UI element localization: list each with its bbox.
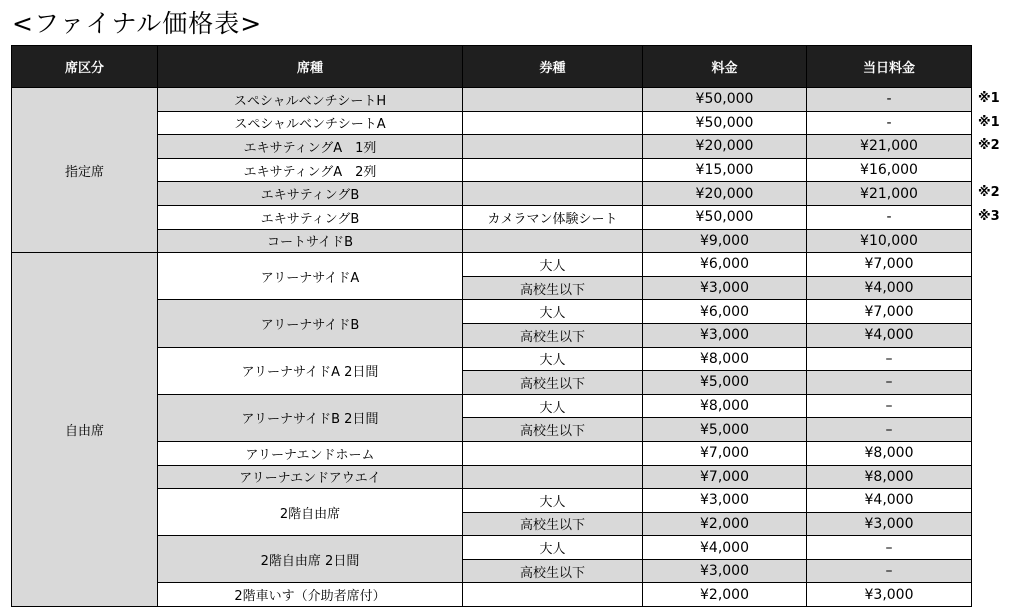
ticket-cell: 高校生以下 (463, 371, 643, 395)
price-cell: ¥3,000 (643, 560, 807, 584)
ticket-cell (463, 442, 643, 466)
ticket-cell (463, 112, 643, 136)
ticket-cell: 高校生以下 (463, 560, 643, 584)
price-cell: ¥5,000 (643, 418, 807, 442)
day-price-cell: – (807, 395, 972, 419)
price-cell: ¥20,000 (643, 182, 807, 206)
day-price-cell: – (807, 348, 972, 372)
seat-cell: アリーナサイドA (158, 253, 463, 300)
day-price-cell: ¥3,000 (807, 583, 972, 607)
price-cell: ¥50,000 (643, 206, 807, 230)
price-cell: ¥4,000 (643, 536, 807, 560)
seat-cell: エキサティングA 1列 (158, 135, 463, 159)
ticket-cell: 高校生以下 (463, 418, 643, 442)
seat-cell: スペシャルベンチシートH (158, 88, 463, 112)
seat-cell: エキサティングB (158, 206, 463, 230)
page-title: <ファイナル価格表> (12, 9, 263, 38)
price-cell: ¥6,000 (643, 253, 807, 277)
day-price-cell: ¥7,000 (807, 253, 972, 277)
price-table (11, 45, 972, 607)
ticket-cell (463, 466, 643, 490)
seat-cell: エキサティングB (158, 182, 463, 206)
seat-cell: アリーナサイドB (158, 300, 463, 347)
seat-cell: 2階自由席 (158, 489, 463, 536)
seat-cell: アリーナエンドホーム (158, 442, 463, 466)
day-price-cell: ¥8,000 (807, 442, 972, 466)
ticket-cell: 大人 (463, 395, 643, 419)
seat-cell: スペシャルベンチシートA (158, 112, 463, 136)
ticket-cell: 大人 (463, 489, 643, 513)
ticket-cell: 大人 (463, 348, 643, 372)
price-cell: ¥50,000 (643, 88, 807, 112)
seat-cell: アリーナサイドB 2日間 (158, 395, 463, 442)
ticket-cell (463, 159, 643, 183)
day-price-cell: ¥4,000 (807, 324, 972, 348)
day-price-cell: – (807, 418, 972, 442)
day-price-cell: ¥21,000 (807, 135, 972, 159)
day-price-cell: ¥21,000 (807, 182, 972, 206)
ticket-cell (463, 182, 643, 206)
day-price-cell: ¥10,000 (807, 230, 972, 254)
section-reserved: 指定席 (12, 88, 158, 253)
seat-cell: 2階車いす（介助者席付） (158, 583, 463, 607)
price-cell: ¥8,000 (643, 348, 807, 372)
day-price-cell: - (807, 88, 972, 112)
price-cell: ¥7,000 (643, 442, 807, 466)
ticket-cell: 大人 (463, 536, 643, 560)
price-cell: ¥15,000 (643, 159, 807, 183)
seat-cell: アリーナサイドA 2日間 (158, 348, 463, 395)
day-price-cell: ¥16,000 (807, 159, 972, 183)
note-marker: ※2 (978, 185, 1000, 201)
price-cell: ¥2,000 (643, 513, 807, 537)
ticket-cell (463, 135, 643, 159)
price-cell: ¥2,000 (643, 583, 807, 607)
section-free: 自由席 (12, 253, 158, 607)
price-cell: ¥50,000 (643, 112, 807, 136)
price-cell: ¥3,000 (643, 489, 807, 513)
day-price-cell: – (807, 536, 972, 560)
day-price-cell: ¥4,000 (807, 489, 972, 513)
ticket-cell: 大人 (463, 300, 643, 324)
note-marker: ※2 (978, 138, 1000, 154)
header-seat: 席種 (158, 46, 463, 88)
seat-cell: 2階自由席 2日間 (158, 536, 463, 583)
note-marker: ※1 (978, 91, 1000, 106)
price-cell: ¥8,000 (643, 395, 807, 419)
day-price-cell: - (807, 112, 972, 136)
ticket-cell: 高校生以下 (463, 277, 643, 301)
ticket-cell (463, 230, 643, 254)
seat-cell: コートサイドB (158, 230, 463, 254)
ticket-cell: 大人 (463, 253, 643, 277)
price-cell: ¥20,000 (643, 135, 807, 159)
price-cell: ¥3,000 (643, 277, 807, 301)
ticket-cell (463, 583, 643, 607)
seat-cell: アリーナエンドアウエイ (158, 466, 463, 490)
header-section: 席区分 (12, 46, 158, 88)
note-marker: ※1 (978, 114, 1000, 130)
day-price-cell: ¥7,000 (807, 300, 972, 324)
price-cell: ¥9,000 (643, 230, 807, 254)
header-day-price: 当日料金 (807, 46, 972, 88)
day-price-cell: ¥4,000 (807, 277, 972, 301)
ticket-cell: カメラマン体験シート (463, 206, 643, 230)
day-price-cell: ¥8,000 (807, 466, 972, 490)
ticket-cell: 高校生以下 (463, 513, 643, 537)
price-cell: ¥6,000 (643, 300, 807, 324)
day-price-cell: ¥3,000 (807, 513, 972, 537)
price-cell: ¥3,000 (643, 324, 807, 348)
seat-cell: エキサティングA 2列 (158, 159, 463, 183)
price-cell: ¥5,000 (643, 371, 807, 395)
day-price-cell: - (807, 206, 972, 230)
note-marker: ※3 (978, 209, 1000, 224)
ticket-cell (463, 88, 643, 112)
price-cell: ¥7,000 (643, 466, 807, 490)
day-price-cell: – (807, 560, 972, 584)
day-price-cell: – (807, 371, 972, 395)
ticket-cell: 高校生以下 (463, 324, 643, 348)
header-ticket: 券種 (463, 46, 643, 88)
header-price: 料金 (643, 46, 807, 88)
